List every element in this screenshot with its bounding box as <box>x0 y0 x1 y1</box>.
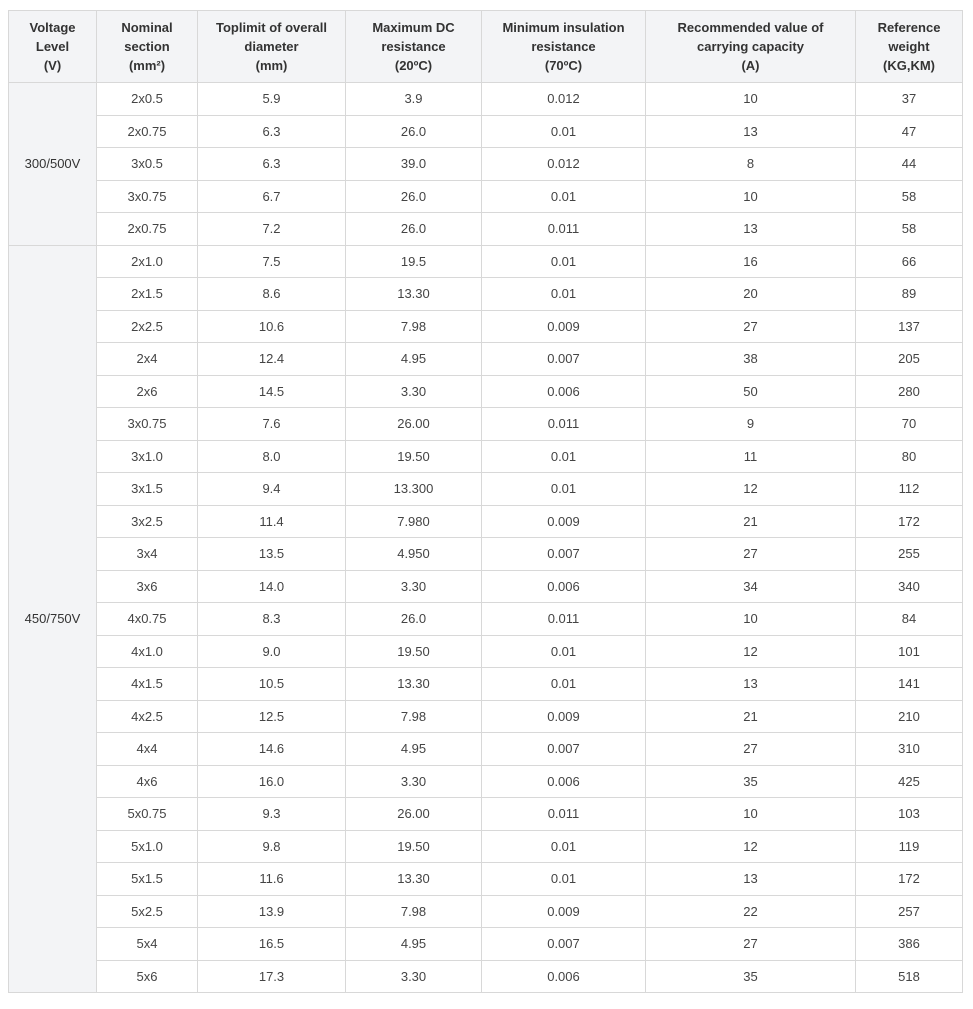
cell-carrying-capacity: 12 <box>646 473 856 506</box>
table-row <box>9 505 963 538</box>
header-row <box>9 11 963 83</box>
cell-insulation-resistance: 0.01 <box>482 473 646 506</box>
cell-nominal-section: 3x0.5 <box>97 148 198 181</box>
cell-insulation-resistance: 0.012 <box>482 148 646 181</box>
cell-insulation-resistance: 0.01 <box>482 245 646 278</box>
table-row <box>9 180 963 213</box>
cell-reference-weight: 172 <box>856 863 963 896</box>
cell-dc-resistance: 3.30 <box>346 960 482 993</box>
cell-nominal-section: 3x2.5 <box>97 505 198 538</box>
header-line: Maximum DC <box>372 20 455 35</box>
cell-dc-resistance: 7.98 <box>346 700 482 733</box>
header-line: (mm²) <box>128 58 166 73</box>
cell-dc-resistance: 3.9 <box>346 83 482 116</box>
cell-reference-weight: 80 <box>856 440 963 473</box>
cell-dc-resistance: 19.50 <box>346 440 482 473</box>
cell-overall-diameter: 13.9 <box>198 895 346 928</box>
table-row <box>9 765 963 798</box>
cell-nominal-section: 5x0.75 <box>97 798 198 831</box>
cell-nominal-section: 2x0.5 <box>97 83 198 116</box>
cell-dc-resistance: 19.50 <box>346 635 482 668</box>
cell-insulation-resistance: 0.011 <box>482 798 646 831</box>
cell-insulation-resistance: 0.011 <box>482 603 646 636</box>
cell-nominal-section: 2x0.75 <box>97 213 198 246</box>
cell-carrying-capacity: 35 <box>646 765 856 798</box>
cell-overall-diameter: 9.0 <box>198 635 346 668</box>
cell-dc-resistance: 19.50 <box>346 830 482 863</box>
cell-overall-diameter: 8.3 <box>198 603 346 636</box>
cell-dc-resistance: 3.30 <box>346 375 482 408</box>
table-row <box>9 473 963 506</box>
table-row <box>9 830 963 863</box>
table-row <box>9 245 963 278</box>
cell-reference-weight: 210 <box>856 700 963 733</box>
cell-nominal-section: 4x1.5 <box>97 668 198 701</box>
cell-overall-diameter: 8.0 <box>198 440 346 473</box>
cell-dc-resistance: 26.00 <box>346 798 482 831</box>
cell-overall-diameter: 16.0 <box>198 765 346 798</box>
cell-nominal-section: 3x1.5 <box>97 473 198 506</box>
table-row <box>9 440 963 473</box>
cell-insulation-resistance: 0.01 <box>482 278 646 311</box>
table-row <box>9 570 963 603</box>
cell-carrying-capacity: 27 <box>646 310 856 343</box>
cell-reference-weight: 70 <box>856 408 963 441</box>
cable-spec-table <box>8 10 963 993</box>
cell-overall-diameter: 11.4 <box>198 505 346 538</box>
table-row <box>9 960 963 993</box>
cell-nominal-section: 3x4 <box>97 538 198 571</box>
cell-carrying-capacity: 27 <box>646 928 856 961</box>
table-body <box>9 83 963 993</box>
cell-reference-weight: 257 <box>856 895 963 928</box>
cell-dc-resistance: 26.0 <box>346 180 482 213</box>
cell-reference-weight: 58 <box>856 213 963 246</box>
cell-reference-weight: 137 <box>856 310 963 343</box>
cell-reference-weight: 280 <box>856 375 963 408</box>
cell-carrying-capacity: 13 <box>646 668 856 701</box>
cell-carrying-capacity: 13 <box>646 213 856 246</box>
cell-nominal-section: 5x1.5 <box>97 863 198 896</box>
cell-dc-resistance: 26.00 <box>346 408 482 441</box>
cell-overall-diameter: 9.8 <box>198 830 346 863</box>
cell-overall-diameter: 6.3 <box>198 115 346 148</box>
cell-voltage-level: 450/750V <box>9 245 97 993</box>
cell-overall-diameter: 6.7 <box>198 180 346 213</box>
header-line: carrying capacity <box>697 39 804 54</box>
cell-insulation-resistance: 0.009 <box>482 895 646 928</box>
cell-nominal-section: 5x6 <box>97 960 198 993</box>
cell-nominal-section: 2x1.5 <box>97 278 198 311</box>
cell-carrying-capacity: 11 <box>646 440 856 473</box>
cell-reference-weight: 425 <box>856 765 963 798</box>
cell-reference-weight: 518 <box>856 960 963 993</box>
cell-nominal-section: 4x4 <box>97 733 198 766</box>
cell-nominal-section: 3x1.0 <box>97 440 198 473</box>
header-dc-resistance <box>346 11 482 83</box>
cell-carrying-capacity: 12 <box>646 635 856 668</box>
cell-nominal-section: 5x4 <box>97 928 198 961</box>
header-line: (A) <box>741 58 760 73</box>
table-header <box>9 11 963 83</box>
cell-overall-diameter: 5.9 <box>198 83 346 116</box>
cell-nominal-section: 2x1.0 <box>97 245 198 278</box>
cell-carrying-capacity: 27 <box>646 733 856 766</box>
cell-insulation-resistance: 0.01 <box>482 668 646 701</box>
cell-carrying-capacity: 9 <box>646 408 856 441</box>
header-line: (KG,KM) <box>883 58 935 73</box>
cell-carrying-capacity: 10 <box>646 603 856 636</box>
cell-overall-diameter: 9.4 <box>198 473 346 506</box>
cell-carrying-capacity: 21 <box>646 700 856 733</box>
cell-overall-diameter: 11.6 <box>198 863 346 896</box>
table-row <box>9 733 963 766</box>
cell-nominal-section: 4x1.0 <box>97 635 198 668</box>
cell-overall-diameter: 7.6 <box>198 408 346 441</box>
cell-nominal-section: 5x2.5 <box>97 895 198 928</box>
cell-dc-resistance: 4.950 <box>346 538 482 571</box>
cell-nominal-section: 4x2.5 <box>97 700 198 733</box>
table-row <box>9 408 963 441</box>
cell-carrying-capacity: 35 <box>646 960 856 993</box>
cell-reference-weight: 310 <box>856 733 963 766</box>
cell-reference-weight: 386 <box>856 928 963 961</box>
cell-dc-resistance: 4.95 <box>346 343 482 376</box>
cell-reference-weight: 66 <box>856 245 963 278</box>
cell-dc-resistance: 26.0 <box>346 115 482 148</box>
table-row <box>9 895 963 928</box>
cell-dc-resistance: 13.300 <box>346 473 482 506</box>
cell-insulation-resistance: 0.01 <box>482 635 646 668</box>
table-row <box>9 115 963 148</box>
cell-carrying-capacity: 10 <box>646 180 856 213</box>
cell-nominal-section: 2x4 <box>97 343 198 376</box>
cell-dc-resistance: 4.95 <box>346 928 482 961</box>
cell-overall-diameter: 6.3 <box>198 148 346 181</box>
table-row <box>9 148 963 181</box>
cell-insulation-resistance: 0.007 <box>482 343 646 376</box>
cable-spec-table-container <box>8 10 963 993</box>
cell-insulation-resistance: 0.01 <box>482 440 646 473</box>
cell-insulation-resistance: 0.009 <box>482 700 646 733</box>
cell-reference-weight: 47 <box>856 115 963 148</box>
header-reference-weight <box>856 11 963 83</box>
header-line: resistance <box>381 39 446 54</box>
cell-insulation-resistance: 0.006 <box>482 570 646 603</box>
cell-dc-resistance: 19.5 <box>346 245 482 278</box>
cell-dc-resistance: 4.95 <box>346 733 482 766</box>
cell-dc-resistance: 26.0 <box>346 213 482 246</box>
cell-nominal-section: 5x1.0 <box>97 830 198 863</box>
cell-overall-diameter: 14.6 <box>198 733 346 766</box>
cell-insulation-resistance: 0.009 <box>482 505 646 538</box>
cell-nominal-section: 4x6 <box>97 765 198 798</box>
cell-nominal-section: 2x6 <box>97 375 198 408</box>
table-row <box>9 213 963 246</box>
cell-overall-diameter: 12.5 <box>198 700 346 733</box>
cell-dc-resistance: 3.30 <box>346 765 482 798</box>
cell-insulation-resistance: 0.007 <box>482 733 646 766</box>
table-row <box>9 538 963 571</box>
cell-voltage-level: 300/500V <box>9 83 97 246</box>
cell-reference-weight: 103 <box>856 798 963 831</box>
cell-insulation-resistance: 0.007 <box>482 928 646 961</box>
cell-insulation-resistance: 0.01 <box>482 180 646 213</box>
cell-reference-weight: 255 <box>856 538 963 571</box>
cell-carrying-capacity: 10 <box>646 83 856 116</box>
table-row <box>9 310 963 343</box>
table-row <box>9 928 963 961</box>
cell-carrying-capacity: 21 <box>646 505 856 538</box>
cell-dc-resistance: 7.98 <box>346 895 482 928</box>
cell-carrying-capacity: 50 <box>646 375 856 408</box>
cell-reference-weight: 141 <box>856 668 963 701</box>
cell-reference-weight: 84 <box>856 603 963 636</box>
cell-reference-weight: 58 <box>856 180 963 213</box>
cell-overall-diameter: 13.5 <box>198 538 346 571</box>
cell-carrying-capacity: 13 <box>646 863 856 896</box>
cell-reference-weight: 101 <box>856 635 963 668</box>
cell-overall-diameter: 9.3 <box>198 798 346 831</box>
cell-nominal-section: 3x6 <box>97 570 198 603</box>
cell-reference-weight: 89 <box>856 278 963 311</box>
header-line: Level <box>35 39 70 54</box>
header-line: resistance <box>531 39 596 54</box>
cell-overall-diameter: 7.5 <box>198 245 346 278</box>
cell-overall-diameter: 12.4 <box>198 343 346 376</box>
cell-nominal-section: 2x0.75 <box>97 115 198 148</box>
cell-carrying-capacity: 27 <box>646 538 856 571</box>
cell-insulation-resistance: 0.011 <box>482 408 646 441</box>
cell-insulation-resistance: 0.011 <box>482 213 646 246</box>
header-line: weight <box>888 39 930 54</box>
header-line: Nominal <box>121 20 173 35</box>
header-line: (mm) <box>255 58 288 73</box>
table-row <box>9 375 963 408</box>
cell-reference-weight: 205 <box>856 343 963 376</box>
table-row <box>9 700 963 733</box>
cell-dc-resistance: 7.980 <box>346 505 482 538</box>
cell-overall-diameter: 7.2 <box>198 213 346 246</box>
cell-reference-weight: 119 <box>856 830 963 863</box>
header-carrying-capacity <box>646 11 856 83</box>
table-row <box>9 83 963 116</box>
cell-overall-diameter: 10.5 <box>198 668 346 701</box>
header-insulation-resistance <box>482 11 646 83</box>
cell-nominal-section: 2x2.5 <box>97 310 198 343</box>
header-line: (V) <box>43 58 62 73</box>
table-row <box>9 278 963 311</box>
header-line: Toplimit of overall <box>216 20 327 35</box>
header-nominal-section <box>97 11 198 83</box>
cell-insulation-resistance: 0.01 <box>482 830 646 863</box>
cell-overall-diameter: 14.0 <box>198 570 346 603</box>
cell-dc-resistance: 7.98 <box>346 310 482 343</box>
header-line: (20ºC) <box>394 58 433 73</box>
cell-reference-weight: 340 <box>856 570 963 603</box>
cell-overall-diameter: 16.5 <box>198 928 346 961</box>
cell-overall-diameter: 17.3 <box>198 960 346 993</box>
cell-nominal-section: 4x0.75 <box>97 603 198 636</box>
table-row <box>9 603 963 636</box>
table-row <box>9 635 963 668</box>
cell-carrying-capacity: 16 <box>646 245 856 278</box>
cell-carrying-capacity: 10 <box>646 798 856 831</box>
cell-dc-resistance: 13.30 <box>346 668 482 701</box>
cell-insulation-resistance: 0.006 <box>482 375 646 408</box>
cell-carrying-capacity: 22 <box>646 895 856 928</box>
cell-reference-weight: 172 <box>856 505 963 538</box>
header-overall-diameter <box>198 11 346 83</box>
table-row <box>9 343 963 376</box>
cell-insulation-resistance: 0.006 <box>482 960 646 993</box>
cell-carrying-capacity: 38 <box>646 343 856 376</box>
header-line: Voltage <box>29 20 76 35</box>
cell-carrying-capacity: 8 <box>646 148 856 181</box>
table-row <box>9 668 963 701</box>
header-voltage-level <box>9 11 97 83</box>
cell-reference-weight: 44 <box>856 148 963 181</box>
cell-dc-resistance: 3.30 <box>346 570 482 603</box>
cell-dc-resistance: 26.0 <box>346 603 482 636</box>
cell-insulation-resistance: 0.01 <box>482 863 646 896</box>
cell-carrying-capacity: 12 <box>646 830 856 863</box>
header-line: Minimum insulation <box>502 20 625 35</box>
cell-reference-weight: 37 <box>856 83 963 116</box>
table-row <box>9 798 963 831</box>
cell-carrying-capacity: 13 <box>646 115 856 148</box>
cell-nominal-section: 3x0.75 <box>97 180 198 213</box>
cell-insulation-resistance: 0.007 <box>482 538 646 571</box>
cell-overall-diameter: 10.6 <box>198 310 346 343</box>
cell-insulation-resistance: 0.012 <box>482 83 646 116</box>
header-line: (70ºC) <box>544 58 583 73</box>
cell-insulation-resistance: 0.006 <box>482 765 646 798</box>
cell-overall-diameter: 8.6 <box>198 278 346 311</box>
header-line: diameter <box>244 39 299 54</box>
cell-carrying-capacity: 34 <box>646 570 856 603</box>
cell-insulation-resistance: 0.01 <box>482 115 646 148</box>
header-line: Recommended value of <box>677 20 824 35</box>
header-line: Reference <box>877 20 941 35</box>
cell-dc-resistance: 39.0 <box>346 148 482 181</box>
table-row <box>9 863 963 896</box>
cell-reference-weight: 112 <box>856 473 963 506</box>
cell-overall-diameter: 14.5 <box>198 375 346 408</box>
cell-dc-resistance: 13.30 <box>346 863 482 896</box>
cell-carrying-capacity: 20 <box>646 278 856 311</box>
cell-nominal-section: 3x0.75 <box>97 408 198 441</box>
header-line: section <box>124 39 170 54</box>
cell-insulation-resistance: 0.009 <box>482 310 646 343</box>
cell-dc-resistance: 13.30 <box>346 278 482 311</box>
